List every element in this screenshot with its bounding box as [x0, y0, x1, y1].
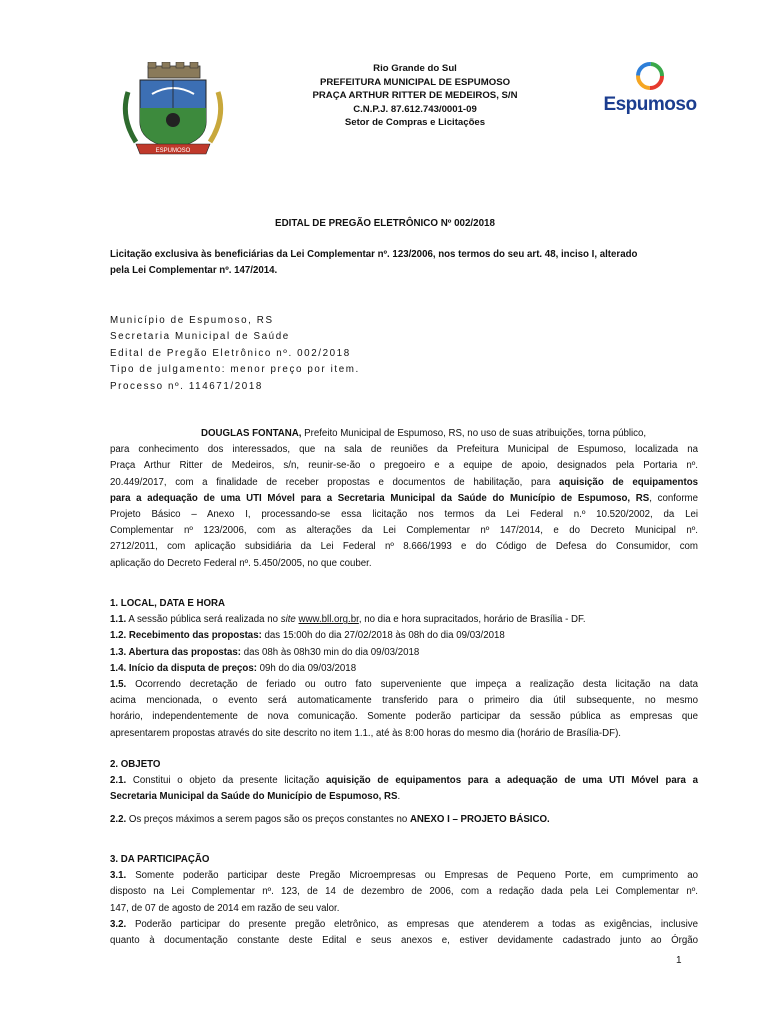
section-heading: 2. OBJETO — [110, 759, 161, 770]
section-local-data-hora: 1. LOCAL, DATA E HORA 1.1. A sessão pública será realizada no site www.bll.org.br, no dia e hora supracitados, horário de Brasília - DF. 1.2. Recebimento das propostas: das 15:00h do dia 27/02/2018 às 08h do dia 09/03/2018 1.3. Abertura das propostas: das 08h às 08h30 min do dia 09/03/2018 1.4. Início da disputa de preços: 09h do dia 09/03/2018 1.5. Ocorrendo decretação de feriado ou outro fato superveniente que impeça a realização desta licitação na data acima mencionada, o evento será automaticamente transferido para o primeiro dia útil subsequente, no mesmo horário, independentemente de nova comunicação. Somente poderão participar da sessão pública as empresas que apresentarem propostas através do site descrito no item 1.1., até às 8:00 horas do mesmo dia (horário de Brasília-DF). — [110, 598, 698, 739]
section-objeto: 2. OBJETO 2.1. Constitui o objeto da presente licitação aquisição de equipamentos para a adequação de uma UTI Móvel para a Secretaria Municipal da Saúde do Município de Espumoso, RS. 2.2. Os preços máximos a serem pagos são os preços constantes no ANEXO I – PROJETO BÁSICO. — [110, 759, 698, 825]
letterhead — [240, 62, 590, 130]
document-title: EDITAL DE PREGÃO ELETRÔNICO Nº 002/2018 — [275, 218, 495, 229]
page-number: 1 — [676, 955, 682, 966]
brand-name: Espumoso — [603, 94, 697, 115]
header-address: PRAÇA ARTHUR RITTER DE MEDEIROS, S/N — [312, 90, 518, 102]
espumoso-logo — [600, 58, 700, 128]
section-heading: 1. LOCAL, DATA E HORA — [110, 598, 225, 609]
info-municipio: Município de Espumoso, RS — [110, 315, 274, 326]
intro-paragraph: Licitação exclusiva às beneficiárias da Lei Complementar nº. 123/2006, nos termos do seu art. 48, inciso I, alterado pela Lei Complementar nº. 147/2014. — [110, 249, 638, 277]
info-processo: Processo nº. 114671/2018 — [110, 380, 263, 392]
info-secretaria: Secretaria Municipal de Saúde — [110, 331, 290, 343]
info-edital: Edital de Pregão Eletrônico nº. 002/2018 — [110, 347, 351, 359]
info-julgamento: Tipo de julgamento: menor preço por item. — [110, 364, 360, 376]
header-prefeitura: PREFEITURA MUNICIPAL DE ESPUMOSO — [319, 76, 511, 88]
header-state: Rio Grande do Sul — [373, 63, 457, 74]
edital-info — [110, 313, 698, 395]
logo-ring-icon — [600, 58, 700, 98]
crown-icon — [148, 62, 200, 78]
header-cnpj: C.N.P.J. 87.612.743/0001-09 — [353, 103, 477, 115]
section-heading: 3. DA PARTICIPAÇÃO — [110, 854, 210, 865]
header-sector: Setor de Compras e Licitações — [344, 117, 486, 129]
svg-text:ESPUMOSO: ESPUMOSO — [155, 148, 191, 154]
section-participacao: 3. DA PARTICIPAÇÃO 3.1. Somente poderão participar deste Pregão Microempresas ou Empresas de Pequeno Porte, em cumprimento ao disposto na Lei Complementar nº. 123, de 14 de dezembro de 2006, com a redação dada pela Lei Complementar nº. 147, de 07 de agosto de 2014 em razão de seu valor. 3.2. Poderão participar do presente pregão eletrônico, as empresas que atenderem a todas as exigências, inclusive quanto à documentação constante deste Edital e seus anexos e, estiver devidamente cadastrado junto ao Órgão — [110, 854, 698, 947]
preamble-paragraph: DOUGLAS FONTANA, Prefeito Municipal de Espumoso, RS, no uso de suas atribuições, torna público, para conhecimento dos interessados, que na sala de reuniões da Prefeitura Municipal de Espumoso, localizada na Praça Arthur Ritter de Medeiros, s/n, reunir-se-ão o pregoeiro e a equipe de apoio, designados pela Portaria nº. 20.449/2017, com a finalidade de receber propostas e documentos de habilitação, para aquisição de equipamentos para a adequação de uma UTI Móvel para a Secretaria Municipal da Saúde do Município de Espumoso, RS, conforme Projeto Básico – Anexo I, processando-se essa licitação nos termos da Lei Federal n.º 10.520/2002, da Lei Complementar nº 123/2006, com as alterações da Lei Complementar nº 147/2014, e do Decreto Municipal nº. 2712/2011, com aplicação subsidiária da Lei Federal nº 8.666/1993 e do Código de Defesa do Consumidor, com aplicação do Decreto Federal nº. 5.450/2005, no que couber. — [110, 428, 699, 569]
bll-link[interactable]: www.bll.org.br — [298, 614, 359, 626]
municipal-coat-of-arms — [118, 62, 228, 158]
